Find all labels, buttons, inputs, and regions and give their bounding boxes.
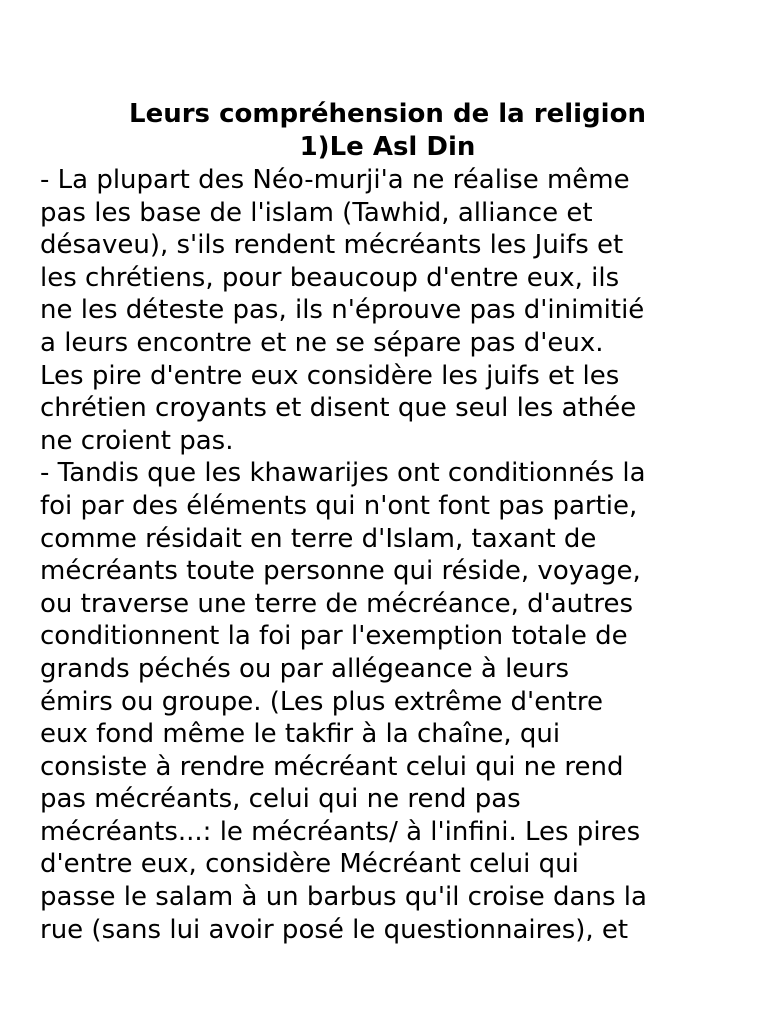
text-line: ne croient pas.: [40, 425, 234, 456]
text-line: - La plupart des Néo-murji'a ne réalise même: [40, 165, 630, 195]
text-line: d'entre eux, considère Mécréant celui qui: [40, 849, 579, 880]
text-line: comme résidait en terre d'Islam, taxant de: [40, 523, 597, 554]
text-line: - Tandis que les khawarijes ont conditionnés la: [40, 458, 646, 489]
text-line: mécréants toute personne qui réside, voyage,: [40, 556, 641, 587]
text-line: pas les base de l'islam (Tawhid, alliance et: [40, 197, 593, 228]
document-body: [40, 164, 735, 946]
text-line: eux fond même le takfir à la chaîne, qui: [40, 719, 561, 750]
text-line: conditionnent la foi par l'exemption totale de: [40, 621, 628, 652]
text-line: désaveu), s'ils rendent mécréants les Juifs et: [40, 230, 624, 261]
text-line: grands péchés ou par allégeance à leurs: [40, 653, 570, 684]
document-subtitle: 1)Le Asl Din: [299, 132, 476, 162]
document-title: Leurs compréhension de la religion: [129, 99, 646, 129]
text-line: chrétien croyants et disent que seul les athée: [40, 393, 637, 424]
text-line: rue (sans lui avoir posé le questionnaires), et: [40, 914, 629, 945]
text-line: pas mécréants, celui qui ne rend pas: [40, 784, 521, 815]
text-line: ne les déteste pas, ils n'éprouve pas d'inimitié: [40, 295, 645, 326]
text-line: ou traverse une terre de mécréance, d'autres: [40, 588, 634, 619]
text-line: mécréants...: le mécréants/ à l'infini. Les pires: [40, 816, 641, 847]
document-page: [40, 98, 735, 946]
text-line: émirs ou groupe. (Les plus extrême d'entre: [40, 686, 603, 717]
text-line: a leurs encontre et ne se sépare pas d'eux.: [40, 327, 604, 358]
text-line: les chrétiens, pour beaucoup d'entre eux, ils: [40, 262, 620, 293]
text-line: passe le salam à un barbus qu'il croise dans la: [40, 882, 647, 913]
text-line: consiste à rendre mécréant celui qui ne rend: [40, 751, 624, 782]
text-line: Les pire d'entre eux considère les juifs et les: [40, 360, 620, 391]
text-line: foi par des éléments qui n'ont font pas partie,: [40, 490, 638, 521]
